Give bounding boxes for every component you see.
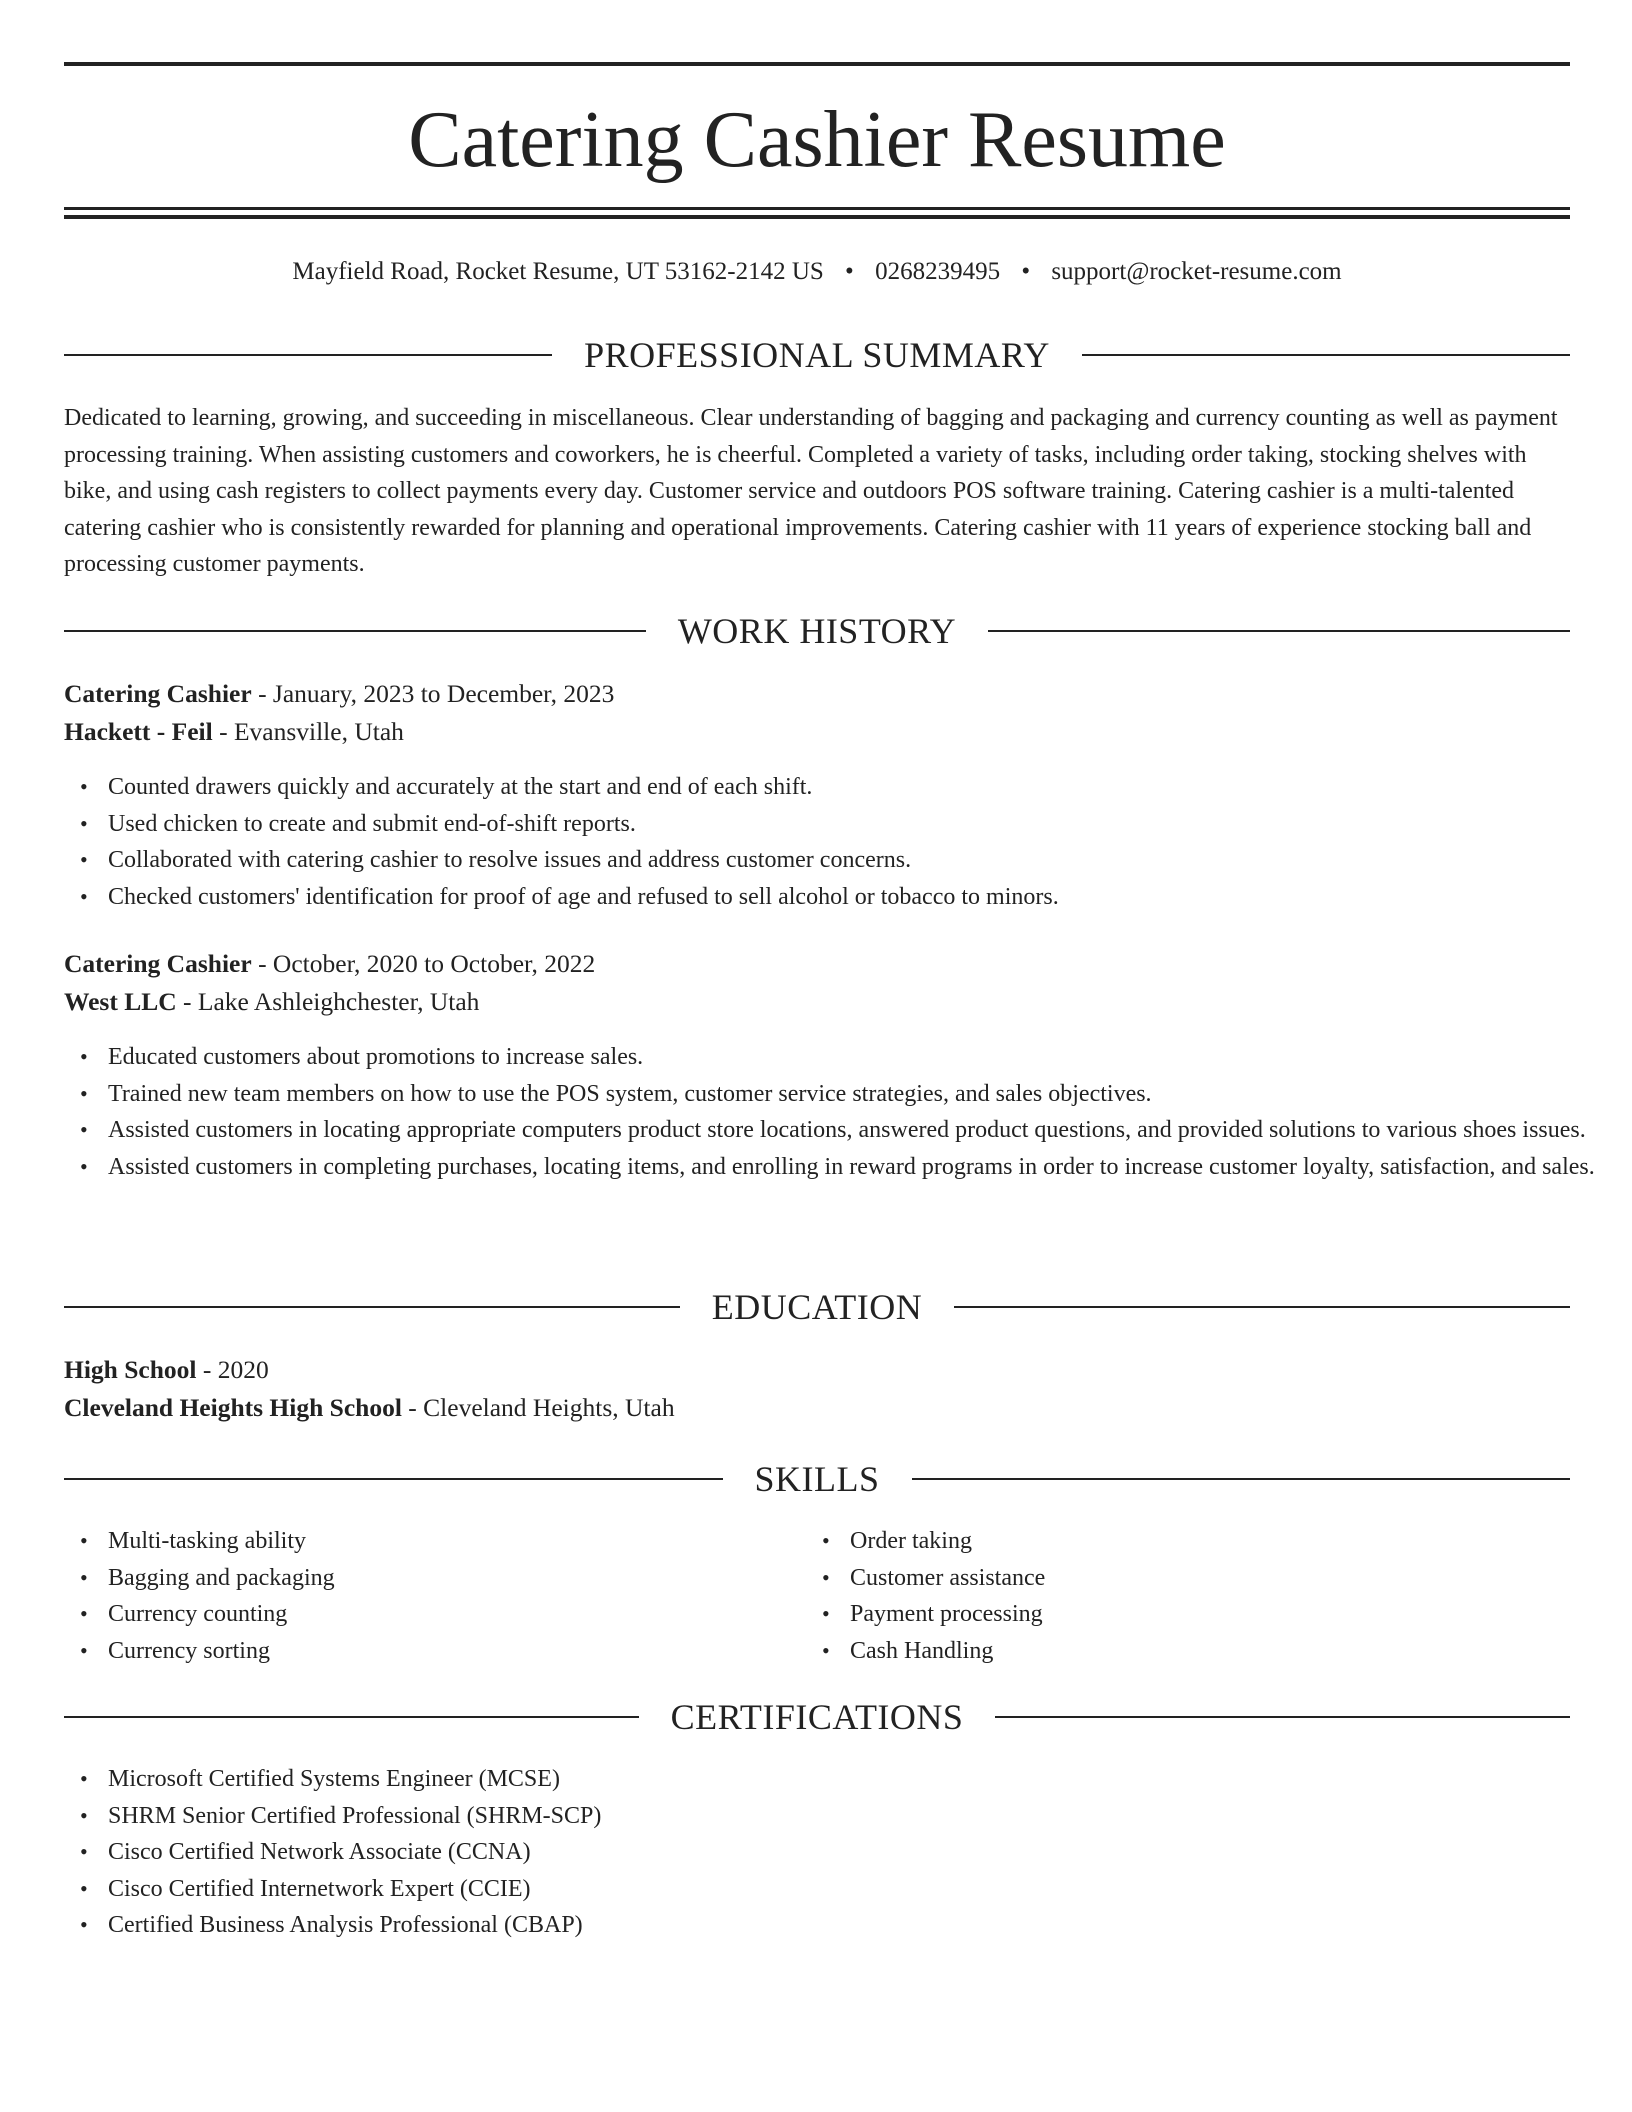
job-title-line [64, 675, 1570, 713]
section-heading-education [64, 1282, 1570, 1332]
heading-rule [912, 1478, 1571, 1480]
job-2-bullets [64, 1039, 1614, 1185]
skill-item: • Currency sorting [108, 1633, 1614, 1670]
skills-list-right [806, 1523, 1632, 1669]
section-title: WORK HISTORY [677, 611, 957, 651]
list-item: • Educated customers about promotions to increase sales. [108, 1039, 1614, 1076]
job-title-line [64, 945, 1570, 983]
education-school-line [64, 1389, 1570, 1427]
heading-rule [64, 1306, 680, 1308]
heading-rule [954, 1306, 1570, 1308]
list-item: • Assisted customers in completing purchases, locating items, and enrolling in reward programs in order to increase customer loyalty, satisfaction, and sales. [108, 1149, 1614, 1186]
job-dates: - January, 2023 to December, 2023 [251, 679, 615, 708]
list-item: • Checked customers' identification for proof of age and refused to sell alcohol or tobacco to minors. [108, 879, 1614, 916]
skill-item: • Payment processing [850, 1596, 1632, 1633]
list-item: • Assisted customers in locating appropriate computers product store locations, answered product questions, and provided solutions to various shoes issues. [108, 1112, 1614, 1149]
heading-rule [64, 354, 552, 356]
section-title: SKILLS [754, 1459, 880, 1499]
summary-text: Dedicated to learning, growing, and succeeding in miscellaneous. Clear understanding of bagging and packaging and currency counting as well as payment processing training. When assisting customers and coworkers, he is cheerful. Completed a variety of tasks, including order taking, stocking shelves with bike, and using cash registers to collect payments every day. Customer service and outdoors POS software training. Catering cashier is a multi-talented catering cashier who is consistently rewarded for planning and operational improvements. Catering cashier with 11 years of experience stocking ball and processing customer payments. [64, 405, 1558, 577]
certification-item: • Cisco Certified Network Associate (CCNA) [108, 1834, 1614, 1871]
job-company-line [64, 713, 1570, 751]
contact-phone: 0268239495 [875, 258, 1001, 285]
skill-item: • Customer assistance [850, 1560, 1632, 1597]
job-company-line [64, 983, 1570, 1021]
job-entry-2 [64, 945, 1570, 1021]
skill-item: • Cash Handling [850, 1633, 1632, 1670]
heading-rule [64, 1478, 723, 1480]
heading-rule [995, 1716, 1570, 1718]
education-degree-line [64, 1351, 1570, 1389]
skill-item: • Multi-tasking ability [108, 1523, 1614, 1560]
section-title: PROFESSIONAL SUMMARY [584, 335, 1050, 375]
skill-item: • Bagging and packaging [108, 1560, 1614, 1597]
certification-item: • Microsoft Certified Systems Engineer (MCSE) [108, 1761, 1614, 1798]
list-item: • Counted drawers quickly and accurately at the start and end of each shift. [108, 769, 1614, 806]
contact-separator: • [1021, 258, 1031, 285]
section-title: EDUCATION [711, 1287, 923, 1327]
job-location: - Evansville, Utah [212, 717, 404, 746]
education-location: - Cleveland Heights, Utah [401, 1393, 675, 1422]
certification-item: • Certified Business Analysis Professional (CBAP) [108, 1907, 1614, 1944]
job-company: Hackett - Feil [64, 717, 213, 746]
heading-rule [1082, 354, 1570, 356]
contact-address: Mayfield Road, Rocket Resume, UT 53162-2142 US [292, 258, 824, 285]
list-item: • Collaborated with catering cashier to resolve issues and address customer concerns. [108, 842, 1614, 879]
job-company: West LLC [64, 987, 177, 1016]
skill-item: • Currency counting [108, 1596, 1614, 1633]
heading-rule [64, 630, 646, 632]
certifications-list [64, 1761, 1614, 1944]
education-degree: High School [64, 1355, 197, 1384]
skill-item: • Order taking [850, 1523, 1632, 1560]
job-title: Catering Cashier [64, 949, 252, 978]
heading-rule [988, 630, 1570, 632]
contact-separator: • [845, 258, 854, 285]
title-rule-lower [64, 215, 1570, 219]
contact-email: support@rocket-resume.com [1051, 258, 1342, 285]
job-1-bullets [64, 769, 1614, 915]
certification-item: • SHRM Senior Certified Professional (SHRM-SCP) [108, 1798, 1614, 1835]
job-entry-1 [64, 675, 1570, 751]
title-rule-upper [64, 207, 1570, 210]
section-heading-work-history [64, 606, 1570, 656]
page-title: Catering Cashier Resume [408, 96, 1226, 184]
heading-rule [64, 1716, 639, 1718]
list-item: • Used chicken to create and submit end-of-shift reports. [108, 806, 1614, 843]
certification-item: • Cisco Certified Internetwork Expert (CCIE) [108, 1871, 1614, 1908]
top-rule [64, 62, 1570, 66]
education-school: Cleveland Heights High School [64, 1393, 402, 1422]
education-entry [64, 1351, 1570, 1427]
job-title: Catering Cashier [64, 679, 252, 708]
education-year: - 2020 [196, 1355, 269, 1384]
section-title: CERTIFICATIONS [670, 1697, 964, 1737]
job-dates: - October, 2020 to October, 2022 [251, 949, 596, 978]
contact-line [64, 254, 1570, 290]
section-heading-skills [64, 1454, 1570, 1504]
job-location: - Lake Ashleighchester, Utah [176, 987, 480, 1016]
section-heading-certifications [64, 1692, 1570, 1742]
section-heading-summary [64, 330, 1570, 380]
list-item: • Trained new team members on how to use the POS system, customer service strategies, and sales objectives. [108, 1076, 1614, 1113]
